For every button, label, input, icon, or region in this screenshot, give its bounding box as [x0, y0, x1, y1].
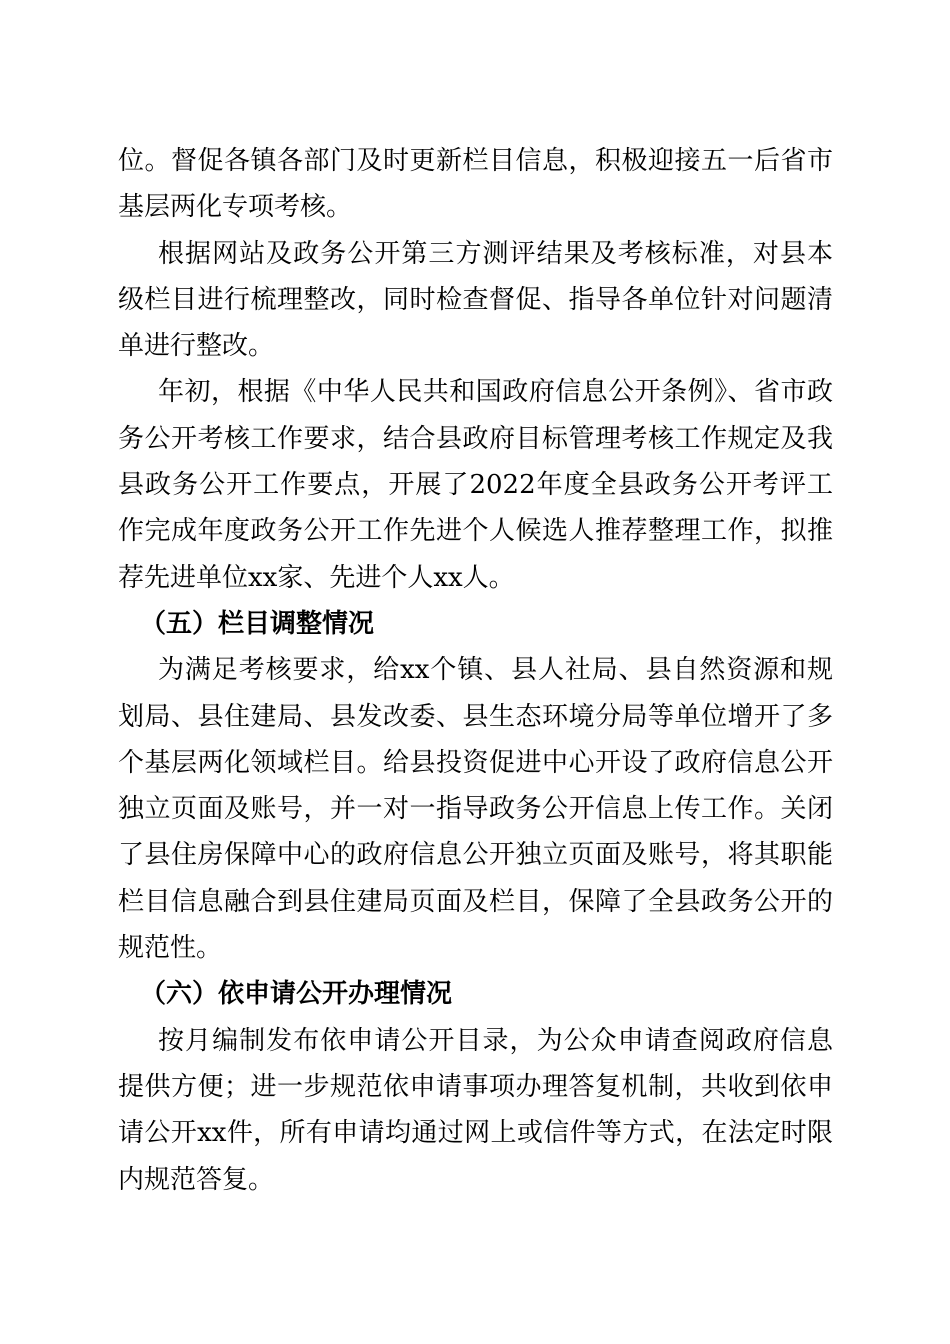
paragraph-continuation: 位。督促各镇各部门及时更新栏目信息，积极迎接五一后省市基层两化专项考核。 — [118, 146, 833, 223]
section-heading-application-disclosure: （六）依申请公开办理情况 — [140, 979, 453, 1010]
paragraph-rectification: 根据网站及政务公开第三方测评结果及考核标准，对县本级栏目进行梳理整改，同时检查督促、指导各单位针对问题清单进行整改。 — [118, 238, 833, 362]
paragraph-application-disclosure: 按月编制发布依申请公开目录，为公众申请查阅政府信息提供方便；进一步规范依申请事项办理答复机制，共收到依申请公开xx件，所有申请均通过网上或信件等方式，在法定时限内规范答复。 — [118, 1025, 833, 1195]
section-heading-column-adjustment: （五）栏目调整情况 — [140, 608, 375, 639]
paragraph-column-adjustment: 为满足考核要求，给xx个镇、县人社局、县自然资源和规划局、县住建局、县发改委、县生态环境分局等单位增开了多个基层两化领域栏目。给县投资促进中心开设了政府信息公开独立页面及账号，并一对一指导政务公开信息上传工作。关闭了县住房保障中心的政府信息公开独立页面及账号，将其职能栏目信息融合到县住建局页面及栏目，保障了全县政务公开的规范性。 — [118, 655, 833, 964]
document-body — [118, 138, 833, 1203]
paragraph-annual-evaluation: 年初，根据《中华人民共和国政府信息公开条例》、省市政务公开考核工作要求，结合县政府目标管理考核工作规定及我县政务公开工作要点，开展了2022年度全县政务公开考评工作完成年度政务公开工作先进个人候选人推荐整理工作，拟推荐先进单位xx家、先进个人xx人。 — [118, 377, 833, 593]
